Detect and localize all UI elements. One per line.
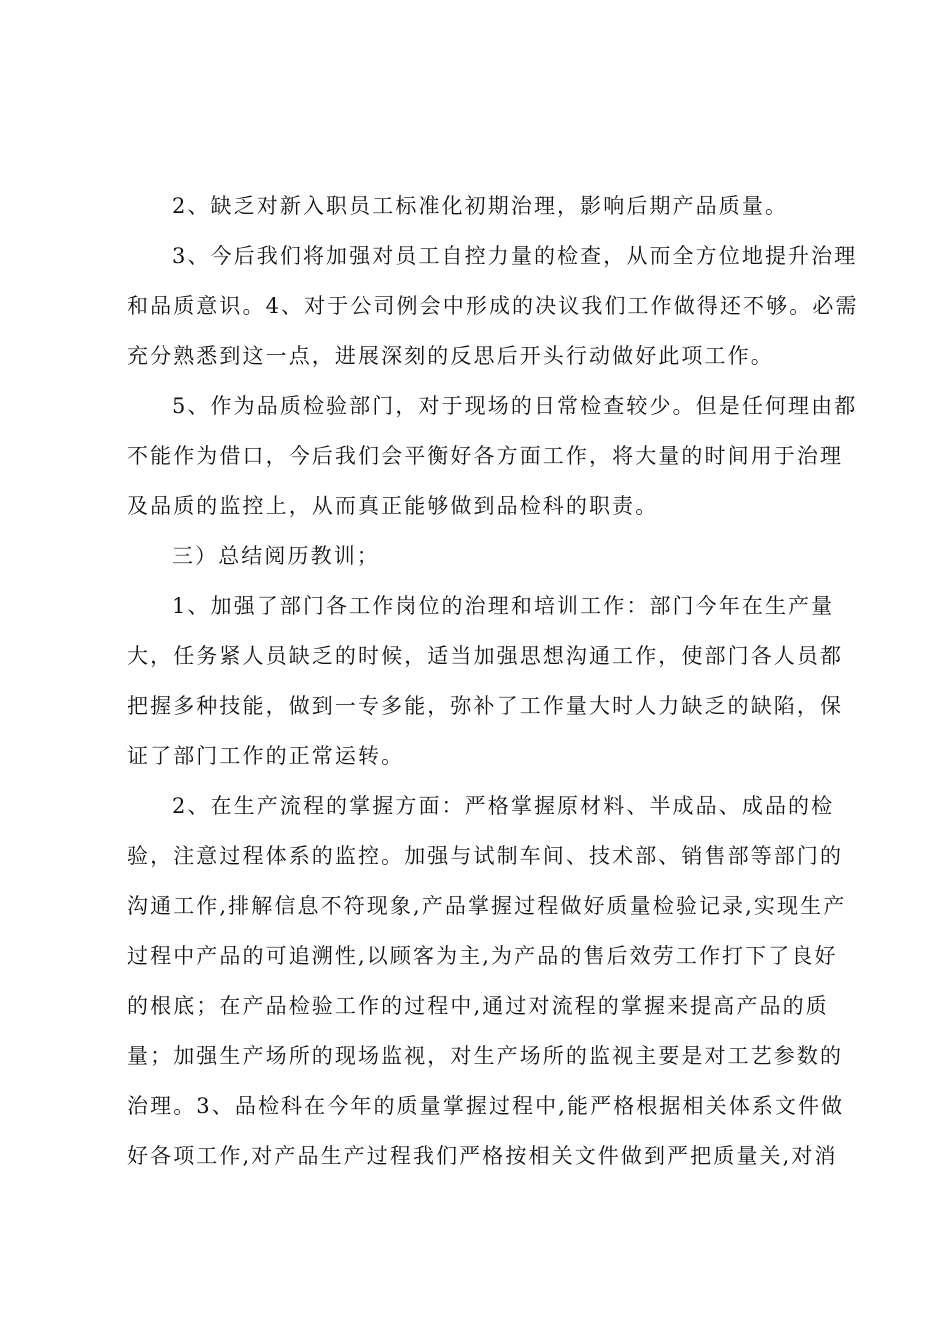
paragraph-line: 沟通工作,排解信息不符现象,产品掌握过程做好质量检验记录,实现生产 xyxy=(127,894,847,918)
paragraph-line: 1、加强了部门各工作岗位的治理和培训工作：部门今年在生产量 xyxy=(172,594,835,618)
paragraph-line: 不能作为借口，今后我们会平衡好各方面工作，将大量的时间用于治理 xyxy=(127,444,844,468)
paragraph-line: 5、作为品质检验部门，对于现场的日常检查较少。但是任何理由都 xyxy=(172,394,858,418)
paragraph-line: 大，任务紧人员缺乏的时候，适当加强思想沟通工作，使部门各人员都 xyxy=(127,644,844,668)
paragraph-line: 好各项工作,对产品生产过程我们严格按相关文件做到严把质量关,对消 xyxy=(127,1144,838,1168)
paragraph-line: 及品质的监控上，从而真正能够做到品检科的职责。 xyxy=(127,494,659,518)
paragraph-line: 的根底；在产品检验工作的过程中,通过对流程的掌握来提高产品的质 xyxy=(127,994,829,1018)
paragraph-line: 过程中产品的可追溯性,以顾客为主,为产品的售后效劳工作打下了良好 xyxy=(127,944,838,968)
paragraph-line: 和品质意识。4、对于公司例会中形成的决议我们工作做得还不够。必需 xyxy=(127,294,859,318)
paragraph-line: 2、在生产流程的掌握方面：严格掌握原材料、半成品、成品的检 xyxy=(172,794,835,818)
paragraph-line: 3、今后我们将加强对员工自控力量的检查，从而全方位地提升治理 xyxy=(172,244,858,268)
paragraph-line: 证了部门工作的正常运转。 xyxy=(127,744,405,768)
section-heading: 三）总结阅历教训； xyxy=(172,544,380,568)
paragraph-line: 把握多种技能，做到一专多能，弥补了工作量大时人力缺乏的缺陷，保 xyxy=(127,694,844,718)
paragraph-line: 验，注意过程体系的监控。加强与试制车间、技术部、销售部等部门的 xyxy=(127,844,844,868)
paragraph-line: 治理。3、品检科在今年的质量掌握过程中,能严格根据相关体系文件做 xyxy=(127,1094,845,1118)
paragraph-line: 充分熟悉到这一点，进展深刻的反思后开头行动做好此项工作。 xyxy=(127,344,774,368)
paragraph-line: 量；加强生产场所的现场监视，对生产场所的监视主要是对工艺参数的 xyxy=(127,1044,844,1068)
paragraph-line: 2、缺乏对新入职员工标准化初期治理，影响后期产品质量。 xyxy=(172,194,789,218)
